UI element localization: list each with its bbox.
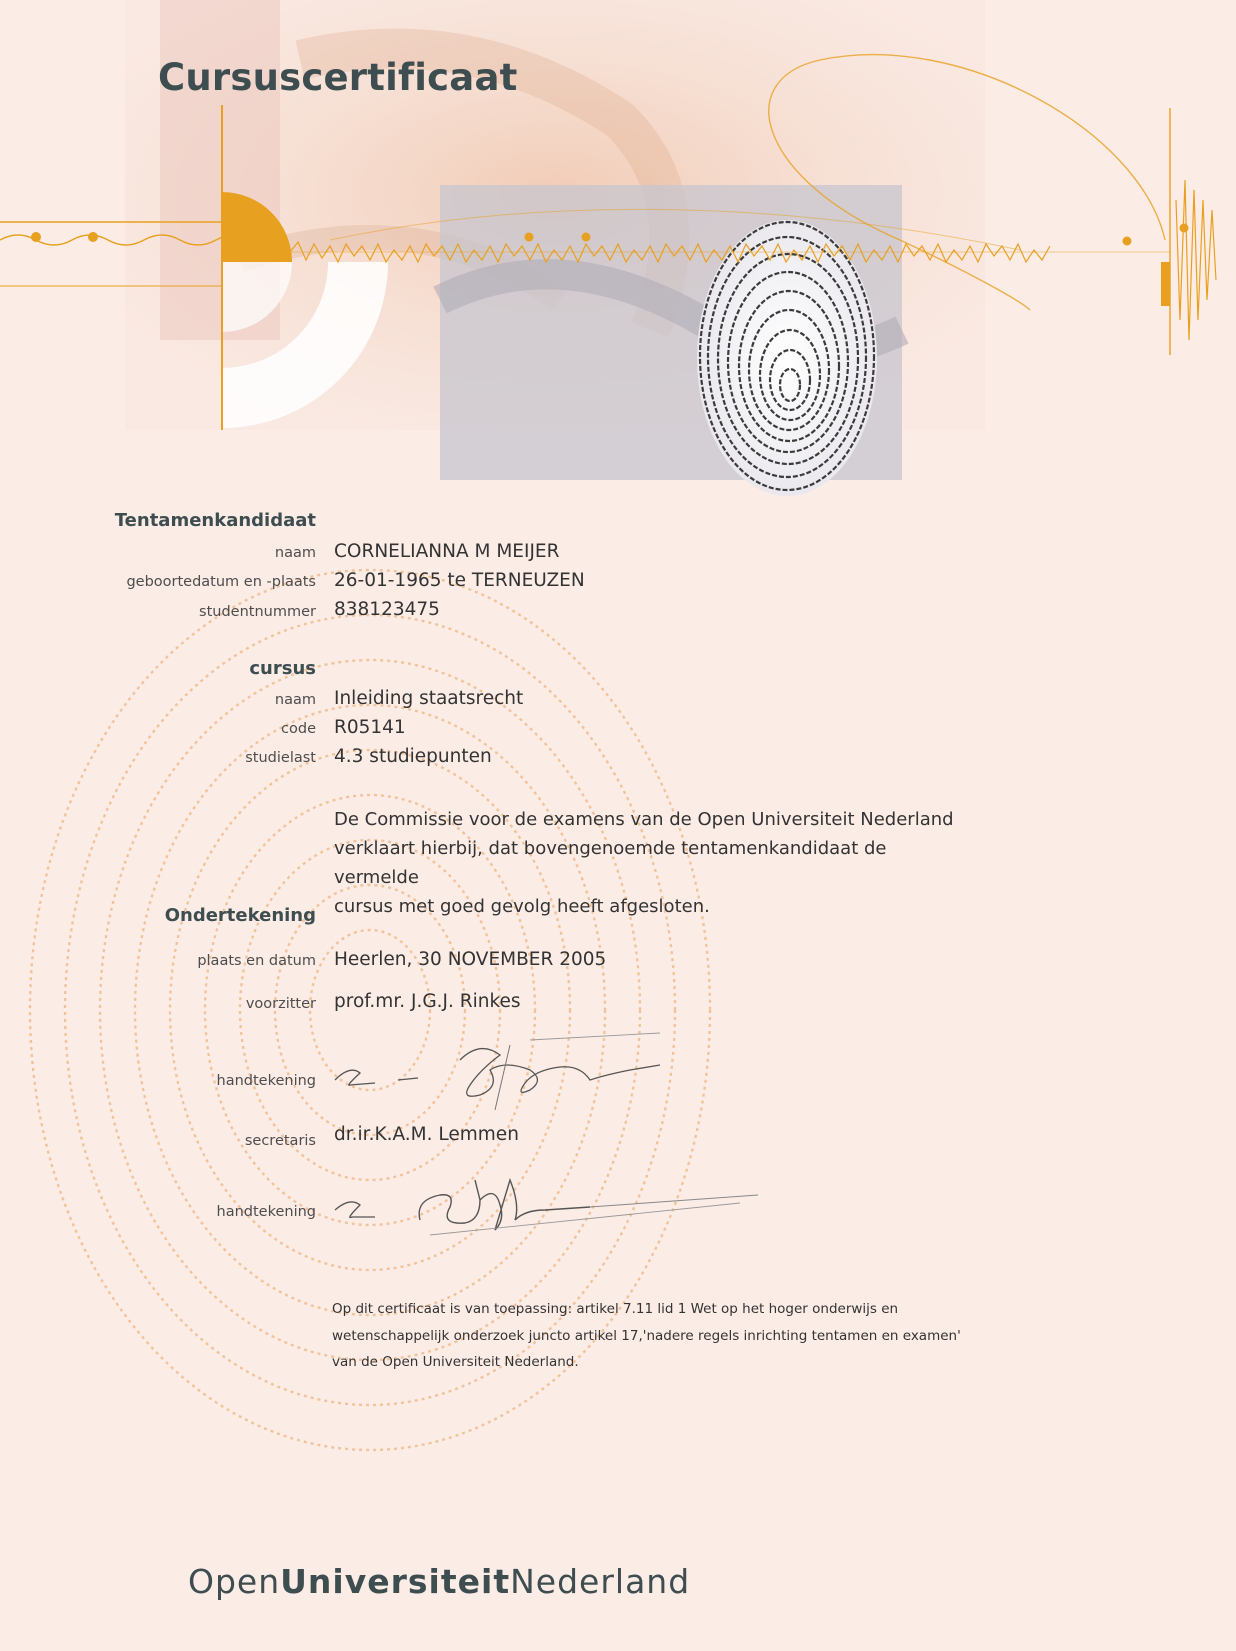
- chairman-value: prof.mr. J.G.J. Rinkes: [334, 991, 521, 1012]
- chairman-label: voorzitter: [245, 996, 316, 1012]
- declaration-statement: [334, 805, 974, 921]
- chairman-signature: [330, 1025, 670, 1115]
- open-universiteit-logo: [188, 1562, 690, 1601]
- signature-2-label: handtekening: [216, 1204, 316, 1220]
- signature-1-label: handtekening: [216, 1073, 316, 1089]
- course-code-value: R05141: [334, 717, 406, 738]
- candidate-name-label: naam: [274, 545, 316, 561]
- declaration-line-1: De Commissie voor de examens van de Open Universiteit Nederland: [334, 809, 954, 830]
- candidate-name-value: CORNELIANNA M MEIJER: [334, 541, 560, 562]
- secretary-value: dr.ir.K.A.M. Lemmen: [334, 1124, 519, 1145]
- student-number-label: studentnummer: [199, 604, 316, 620]
- course-heading: cursus: [249, 658, 316, 679]
- logo-part-universiteit: Universiteit: [280, 1562, 511, 1601]
- footnote-line-1: Op dit certificaat is van toepassing: artikel 7.11 lid 1 Wet op het hoger onderwijs en: [332, 1301, 899, 1317]
- logo-part-open: Open: [188, 1562, 281, 1601]
- course-code-label: code: [281, 721, 316, 737]
- place-date-value: Heerlen, 30 NOVEMBER 2005: [334, 949, 607, 970]
- birth-value: 26-01-1965 te TERNEUZEN: [334, 570, 585, 591]
- signing-heading: Ondertekening: [164, 905, 316, 926]
- secretary-label: secretaris: [244, 1133, 316, 1149]
- logo-part-nederland: Nederland: [510, 1562, 691, 1601]
- study-load-value: 4.3 studiepunten: [334, 746, 492, 767]
- footnote-line-3: van de Open Universiteit Nederland.: [332, 1354, 579, 1370]
- place-date-label: plaats en datum: [197, 953, 316, 969]
- course-name-value: Inleiding staatsrecht: [334, 688, 524, 709]
- birth-label: geboortedatum en -plaats: [126, 574, 316, 590]
- legal-footnote: [332, 1296, 1012, 1376]
- study-load-label: studielast: [245, 750, 316, 766]
- secretary-signature: [330, 1165, 760, 1245]
- course-name-label: naam: [274, 692, 316, 708]
- declaration-line-2: verklaart hierbij, dat bovengenoemde tentamenkandidaat de vermelde: [334, 838, 887, 888]
- candidate-heading: Tentamenkandidaat: [114, 510, 316, 531]
- footnote-line-2: wetenschappelijk onderzoek juncto artikel 17,'nadere regels inrichting tentamen en examen': [332, 1327, 961, 1344]
- page-title: Cursuscertificaat: [158, 56, 518, 99]
- student-number-value: 838123475: [334, 599, 440, 620]
- declaration-line-3: cursus met goed gevolg heeft afgesloten.: [334, 896, 710, 917]
